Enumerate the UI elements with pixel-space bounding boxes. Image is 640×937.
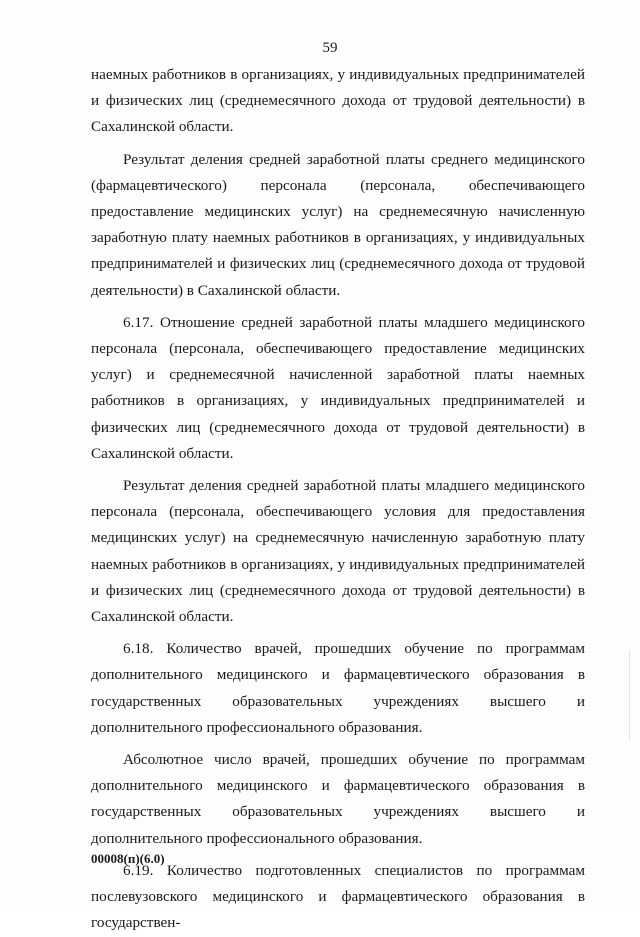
paragraph-6-18: 6.18. Количество врачей, прошедших обучение по программам дополнительного медицинского и фармацевтического образования в государственных образовательных учреждениях высшего и дополнительного профессионального образования. bbox=[91, 640, 585, 736]
paragraph-result-junior-staff: Результат деления средней заработной платы младшего медицинского персонала (персонала, обеспечивающего условия для предоставления медицинских услуг) на среднемесячную начисленную заработную плату наемных работников в организациях, у индивидуальных предпринимателей и физических лиц (среднемесячного дохода от трудовой деятельности) в Сахалинской области. bbox=[91, 477, 585, 626]
document-body bbox=[91, 62, 585, 937]
paragraph-continuation: наемных работников в организациях, у индивидуальных предпринимателей и физических лиц (среднемесячного дохода от трудовой деятельности) в Сахалинской области. bbox=[91, 66, 585, 136]
paragraph-6-17: 6.17. Отношение средней заработной платы младшего медицинского персонала (персонала, обеспечивающего предоставление медицинских услуг) и среднемесячной начисленной заработной платы наемных работников в организациях, у индивидуальных предпринимателей и физических лиц (среднемесячного дохода от трудовой деятельности) в Сахалинской области. bbox=[91, 313, 585, 462]
paragraph-result-middle-staff: Результат деления средней заработной платы среднего медицинского (фармацевтического) персонала (персонала, обеспечивающего предоставление медицинских услуг) на среднемесячную начисленную заработную плату наемных работников в организациях, у индивидуальных предпринимателей и физических лиц (среднемесячного дохода от трудовой деятельности) в Сахалинской области. bbox=[91, 150, 585, 299]
scan-margin-artifact bbox=[629, 650, 630, 740]
document-code: 00008(п)(6.0) bbox=[91, 851, 165, 866]
paragraph-6-19: 6.19. Количество подготовленных специалистов по программам послевузовского медицинского и фармацевтического образования в государствен- bbox=[91, 861, 585, 932]
paragraph-absolute-number: Абсолютное число врачей, прошедших обучение по программам дополнительного медицинского и фармацевтического образования в государственных образовательных учреждениях высшего и дополнительного профессионального образования. bbox=[91, 751, 585, 847]
page-number: 59 bbox=[322, 40, 338, 56]
